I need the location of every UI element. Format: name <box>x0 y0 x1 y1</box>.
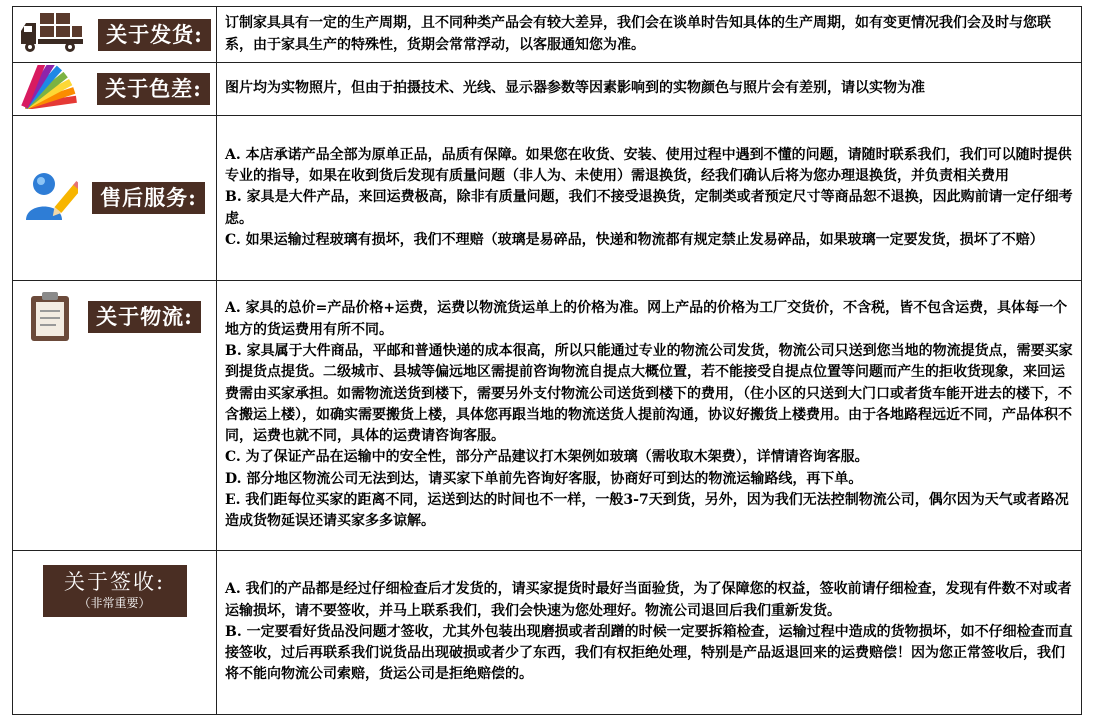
row-color-header <box>13 63 217 115</box>
row-shipping-title: 关于发货: <box>98 19 211 51</box>
paragraph: E. 我们距每位买家的距离不同，运送到达的时间也不一样，一般3-7天到货，另外，因为我们无法控制物流公司，偶尔因为天气或者路况造成货物延误还请买家多多谅解。 <box>225 492 1069 530</box>
row-logistics-header <box>13 281 217 550</box>
row-color-content <box>217 63 1081 115</box>
truck-icon <box>18 11 84 59</box>
paragraph: C. 如果运输过程玻璃有损坏，我们不理赔（玻璃是易碎品，快递和物流都有规定禁止发易碎品，如果玻璃一定要发货，损坏了不赔） <box>225 231 1044 248</box>
row-after-sales <box>13 116 1081 281</box>
paragraph: B. 家具属于大件商品，平邮和普通快递的成本很高，所以只能通过专业的物流公司发货，物流公司只送到您当地的物流提货点，需要买家到提货点提货。二级城市、县城等偏远地区需提前咨询物流自提点大概位置，若不能接受自提点位置等问题而产生的拒收货现象，来回运费需由买家承担。如需物流送货到楼下，需要另外支付物流公司送货到楼下的费用，（住小区的只送到大门口或者货车能开进去的楼下，不含搬运上楼），如确实需要搬货上楼，具体您再跟当地的物流送货人提前沟通，协议好搬货上楼费用。由于各地路程远近不同，产品体积不同，运费也就不同，具体的运费请咨询客服。 <box>225 342 1073 445</box>
paragraph: A. 家具的总价=产品价格+运费，运费以物流货运单上的价格为准。网上产品的价格为工厂交货价，不含税，皆不包含运费，具体每一个地方的货运费用有所不同。 <box>225 300 1068 338</box>
paragraph: 订制家具具有一定的生产周期，且不同种类产品会有较大差异，我们会在谈单时告知具体的生产周期，如有变更情况我们会及时与您联系，由于家具生产的特殊性，货期会常常浮动，以客服通知您为准。 <box>225 15 1051 53</box>
row-color <box>13 63 1081 116</box>
row-shipping-header <box>13 7 217 62</box>
paragraph: D. 部分地区物流公司无法到达，请买家下单前先咨询好客服，协商好可到达的物流运输路线，再下单。 <box>225 470 863 487</box>
row-shipping-content <box>217 7 1081 62</box>
row-signing-title: 关于签收: <box>63 570 166 594</box>
row-shipping <box>13 7 1081 63</box>
paragraph: 图片均为实物照片，但由于拍摄技术、光线、显示器参数等因素影响到的实物颜色与照片会有差别，请以实物为准 <box>225 80 925 97</box>
paragraph: A. 本店承诺产品全部为原单正品，品质有保障。如果您在收货、安装、使用过程中遇到不懂的问题，请随时联系我们，我们可以随时提供专业的指导，如果在收到货后发现有质量问题（非人为、未使用）需退换货，经我们确认后将为您办理退换货，并负责相关费用 <box>225 146 1072 185</box>
row-signing-header <box>13 551 217 714</box>
clipboard-icon <box>28 291 74 347</box>
row-signing <box>13 551 1081 714</box>
user-edit-icon <box>24 168 78 228</box>
row-after-sales-content <box>217 116 1081 280</box>
row-logistics-content <box>217 281 1081 550</box>
row-signing-subtitle: （非常重要） <box>78 596 151 610</box>
row-signing-content <box>217 551 1081 714</box>
row-after-sales-header <box>13 116 217 280</box>
row-logistics-title: 关于物流: <box>88 301 201 333</box>
paragraph: A. 我们的产品都是经过仔细检查后才发货的，请买家提货时最好当面验货，为了保障您的权益，签收前请仔细检查，发现有件数不对或者运输损坏，请不要签收，并马上联系我们，我们会快速为您处理好。物流公司退回后我们重新发货。 <box>225 581 1072 619</box>
row-logistics <box>13 281 1081 551</box>
row-after-sales-title: 售后服务: <box>92 182 205 214</box>
policy-table <box>12 6 1082 715</box>
row-signing-title-block <box>43 565 187 617</box>
row-color-title: 关于色差: <box>97 73 210 105</box>
color-fan-icon <box>19 65 83 113</box>
paragraph: B. 一定要看好货品没问题才签收，尤其外包装出现磨损或者刮蹭的时候一定要拆箱检查，运输过程中造成的货物损坏，如不仔细检查而直接签收，过后再联系我们说货品出现破损或者少了东西，我们有权拒绝处理，特别是产品返退回来的运费赔偿！因为您正常签收后，我们将不能向物流公司索赔，货运公司是拒绝赔偿的。 <box>225 623 1073 683</box>
paragraph: C. 为了保证产品在运输中的安全性，部分产品建议打木架例如玻璃（需收取木架费），详情请咨询客服。 <box>225 449 869 466</box>
paragraph: B. 家具是大件产品，来回运费极高，除非有质量问题，我们不接受退换货，定制类或者预定尺寸等商品恕不退换，因此购前请一定仔细考虑。 <box>225 189 1073 227</box>
